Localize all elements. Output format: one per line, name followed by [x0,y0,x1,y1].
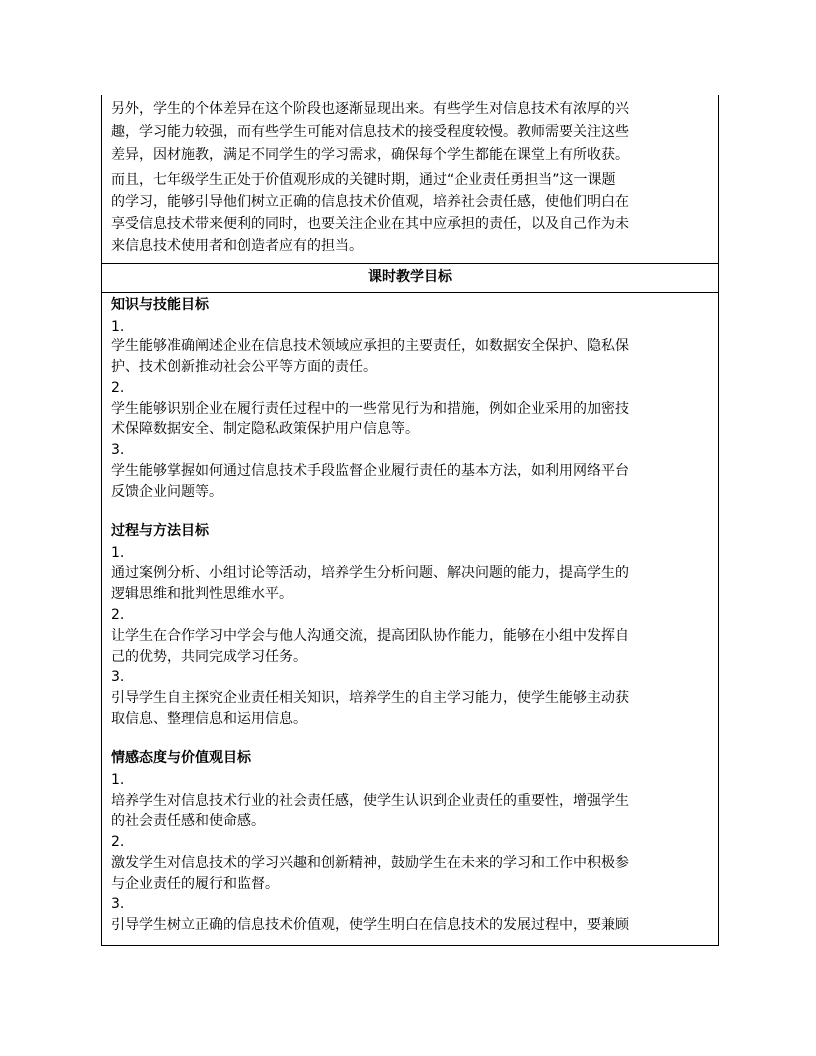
section-title: 课时教学目标 [368,269,452,285]
item-text: 让学生在合作学习中学会与他人沟通交流，提高团队协作能力，能够在小组中发挥自 [111,628,629,644]
item-number: 3. [111,896,125,912]
item-number: 2. [111,607,125,623]
item-text: 取信息、整理信息和运用信息。 [111,711,307,727]
item-number: 3. [111,442,125,458]
intro-line: 享受信息技术带来便利的同时，也要关注企业在其中应承担的责任，以及自己作为未 [111,216,629,232]
objectives-cell [102,292,718,945]
intro-line: 来信息技术使用者和创造者应有的担当。 [111,238,363,254]
intro-line: 差异，因材施教，满足不同学生的学习需求，确保每个学生都能在课堂上有所收获。 [111,147,629,163]
student-analysis-cell [102,95,718,263]
emotion-title: 情感态度与价值观目标 [111,750,251,766]
item-number: 2. [111,380,125,396]
item-text: 激发学生对信息技术的学习兴趣和创新精神，鼓励学生在未来的学习和工作中积极参 [111,855,629,871]
item-text: 培养学生对信息技术行业的社会责任感，使学生认识到企业责任的重要性，增强学生 [111,793,629,809]
item-text: 学生能够识别企业在履行责任过程中的一些常见行为和措施，例如企业采用的加密技 [111,401,629,417]
lesson-plan-table [101,95,719,946]
item-number: 3. [111,669,125,685]
item-text: 学生能够准确阐述企业在信息技术领域应承担的主要责任，如数据安全保护、隐私保 [111,338,629,354]
item-text: 反馈企业问题等。 [111,484,223,500]
item-text: 逻辑思维和批判性思维水平。 [111,586,293,602]
intro-line: 另外，学生的个体差异在这个阶段也逐渐显现出来。有些学生对信息技术有浓厚的兴 [111,101,629,117]
item-number: 2. [111,834,125,850]
item-text: 的社会责任感和使命感。 [111,813,265,829]
item-text: 通过案例分析、小组讨论等活动，培养学生分析问题、解决问题的能力，提高学生的 [111,565,629,581]
section-header-cell [102,263,718,293]
item-text: 术保障数据安全、制定隐私政策保护用户信息等。 [111,421,419,437]
item-number: 1. [111,545,125,561]
intro-line: 趣，学习能力较强，而有些学生可能对信息技术的接受程度较慢。教师需要关注这些 [111,124,629,140]
item-text: 己的优势，共同完成学习任务。 [111,649,307,665]
item-text: 与企业责任的履行和监督。 [111,876,279,892]
item-number: 1. [111,319,125,335]
knowledge-title: 知识与技能目标 [111,297,209,313]
item-number: 1. [111,772,125,788]
process-title: 过程与方法目标 [111,523,209,539]
item-text: 引导学生自主探究企业责任相关知识，培养学生的自主学习能力，使学生能够主动获 [111,690,629,706]
item-text: 引导学生树立正确的信息技术价值观，使学生明白在信息技术的发展过程中，要兼顾 [111,917,629,933]
item-text: 护、技术创新推动社会公平等方面的责任。 [111,359,377,375]
intro-line: 的学习，能够引导他们树立正确的信息技术价值观，培养社会责任感，使他们明白在 [111,194,629,210]
intro-line: 而且，七年级学生正处于价值观形成的关键时期，通过“企业责任勇担当”这一课题 [111,172,616,188]
item-text: 学生能够掌握如何通过信息技术手段监督企业履行责任的基本方法，如利用网络平台 [111,463,629,479]
